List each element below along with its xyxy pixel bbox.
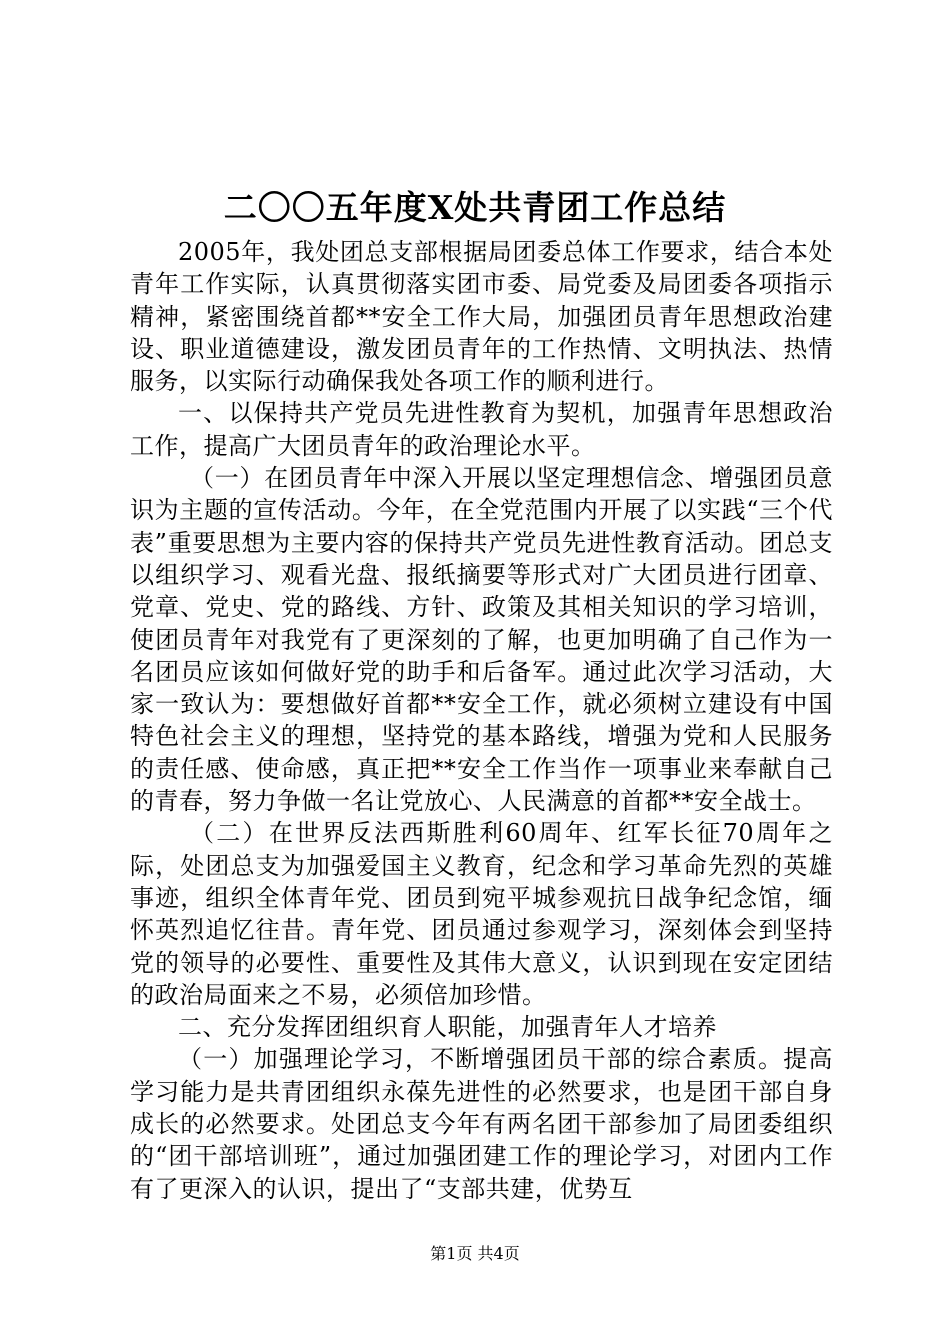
paragraph-1-2: （二）在世界反法西斯胜利60周年、红军长征70周年之际，处团总支为加强爱国主义教育，纪念和学习革命先烈的英雄事迹，组织全体青年党、团员到宛平城参观抗日战争纪念馆，缅怀英烈追忆往昔。青年党、团员通过参观学习，深刻体会到坚持党的领导的必要性、重要性及其伟大意义，认识到现在安定团结的政治局面来之不易，必须倍加珍惜。 bbox=[130, 819, 833, 1009]
page-number-footer: 第1页 共4页 bbox=[430, 1244, 520, 1263]
section-heading-1: 一、以保持共产党员先进性教育为契机，加强青年思想政治工作，提高广大团员青年的政治理论水平。 bbox=[130, 399, 833, 460]
paragraph-2-1: （一）加强理论学习，不断增强团员干部的综合素质。提高学习能力是共青团组织永葆先进性的必然要求，也是团干部自身成长的必然要求。处团总支今年有两名团干部参加了局团委组织的“团干部培训班”，通过加强团建工作的理论学习，对团内工作有了更深入的认识，提出了“支部共建，优势互 bbox=[130, 1045, 833, 1203]
section-heading-2: 二、充分发挥团组织育人职能，加强青年人才培养 bbox=[178, 1013, 717, 1042]
document-body bbox=[130, 236, 833, 1205]
document-title: 二〇〇五年度X处共青团工作总结 bbox=[223, 188, 727, 227]
paragraph-1-1: （一）在团员青年中深入开展以坚定理想信念、增强团员意识为主题的宣传活动。今年，在全党范围内开展了以实践“三个代表”重要思想为主要内容的保持共产党员先进性教育活动。团总支以组织学习、观看光盘、报纸摘要等形式对广大团员进行团章、党章、党史、党的路线、方针、政策及其相关知识的学习培训，使团员青年对我党有了更深刻的了解，也更加明确了自己作为一名团员应该如何做好党的助手和后备军。通过此次学习活动，大家一致认为：要想做好首都**安全工作，就必须树立建设有中国特色社会主义的理想，坚持党的基本路线，增强为党和人民服务的责任感、使命感，真正把**安全工作当作一项事业来奉献自己的青春，努力争做一名让党放心、人民满意的首都**安全战士。 bbox=[130, 464, 833, 816]
paragraph-intro: 2005年，我处团总支部根据局团委总体工作要求，结合本处青年工作实际，认真贯彻落实团市委、局党委及局团委各项指示精神，紧密围绕首都**安全工作大局，加强团员青年思想政治建设、职业道德建设，激发团员青年的工作热情、文明执法、热情服务，以实际行动确保我处各项工作的顺利进行。 bbox=[130, 238, 833, 396]
